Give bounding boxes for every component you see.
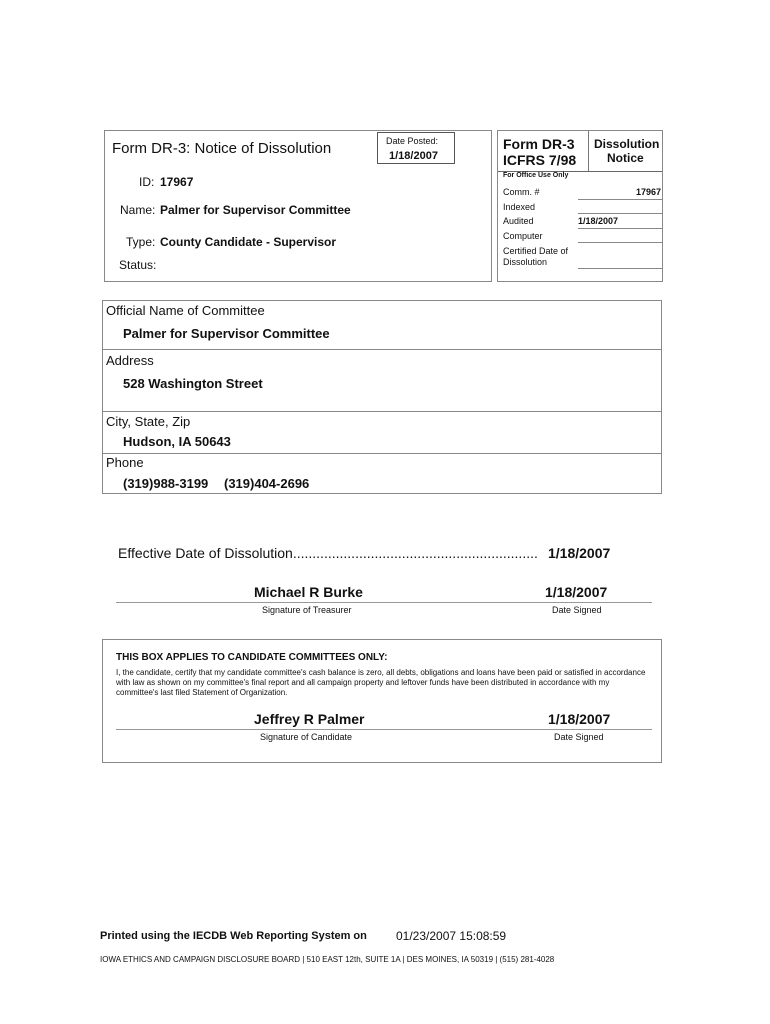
treasurer-date: 1/18/2007 [545, 584, 608, 600]
audited-label: Audited [503, 216, 534, 226]
effective-date-value: 1/18/2007 [548, 545, 611, 561]
certified-label-1: Certified Date of [503, 246, 569, 256]
address-value: 528 Washington Street [123, 376, 263, 391]
phone-label: Phone [106, 455, 144, 470]
committee-rule-3 [103, 453, 661, 454]
candidate-box-heading: THIS BOX APPLIES TO CANDIDATE COMMITTEES ONLY: [116, 652, 388, 663]
indexed-rule [578, 213, 662, 214]
icfrs-code: ICFRS 7/98 [503, 152, 577, 168]
phone-value-1: (319)988-3199 [123, 476, 209, 491]
candidate-date: 1/18/2007 [548, 711, 611, 727]
treasurer-signature-caption: Signature of Treasurer [262, 605, 352, 615]
candidate-date-caption: Date Signed [554, 732, 604, 742]
date-posted-value: 1/18/2007 [389, 150, 438, 162]
computer-rule [578, 242, 662, 243]
official-name-label: Official Name of Committee [106, 303, 265, 318]
candidate-signature-caption: Signature of Candidate [260, 732, 353, 742]
office-use-label: For Office Use Only [503, 172, 569, 179]
form-code: Form DR-3 [503, 136, 575, 152]
treasurer-date-caption: Date Signed [552, 605, 602, 615]
type-value: County Candidate - Supervisor [160, 235, 337, 249]
printed-using-timestamp: 01/23/2007 15:08:59 [396, 929, 507, 943]
computer-label: Computer [503, 231, 543, 241]
status-label: Status: [119, 258, 157, 272]
certified-rule [578, 268, 662, 269]
name-value: Palmer for Supervisor Committee [160, 203, 351, 217]
id-value: 17967 [160, 175, 194, 189]
candidate-name: Jeffrey R Palmer [254, 711, 365, 727]
date-posted-label: Date Posted: [386, 136, 439, 146]
audited-value: 1/18/2007 [578, 216, 619, 226]
audited-rule [578, 228, 662, 229]
committee-rule-2 [103, 411, 661, 412]
city-value: Hudson, IA 50643 [123, 434, 231, 449]
official-name-value: Palmer for Supervisor Committee [123, 326, 330, 341]
printed-using-label: Printed using the IECDB Web Reporting System on [100, 930, 367, 942]
id-label: ID: [139, 175, 155, 189]
comm-rule [578, 199, 662, 200]
treasurer-name: Michael R Burke [254, 584, 363, 600]
comm-value: 17967 [636, 187, 662, 197]
city-label: City, State, Zip [106, 414, 191, 429]
type-label: Type: [126, 235, 156, 249]
certified-label-2: Dissolution [503, 257, 548, 267]
effective-date-label: Effective Date of Dissolution............................................................... [118, 545, 538, 561]
address-label: Address [106, 353, 154, 368]
phone-value-2: (319)404-2696 [224, 476, 310, 491]
board-address-line: IOWA ETHICS AND CAMPAIGN DISCLOSURE BOARD | 510 EAST 12th, SUITE 1A | DES MOINES, IA 50319 | (515) 281-4028 [100, 955, 555, 964]
treasurer-signature-line [116, 602, 652, 603]
comm-label: Comm. # [503, 187, 540, 197]
committee-rule-1 [103, 349, 661, 350]
form-title: Form DR-3: Notice of Dissolution [112, 140, 332, 157]
name-label: Name: [120, 203, 156, 217]
dissolution-notice-line2: Notice [607, 151, 644, 165]
dissolution-notice-line1: Dissolution [594, 137, 660, 151]
candidate-signature-line [116, 729, 652, 730]
candidate-statement: I, the candidate, certify that my candidate committee's cash balance is zero, all debts, obligations and loans have been paid or satisfied in accordance with law as shown on my committee's final report and all campaign property and leftover funds have been distributed in accordance with my committee's last filed Statement of Organization. [116, 668, 646, 697]
indexed-label: Indexed [503, 202, 536, 212]
office-divider [588, 131, 589, 171]
